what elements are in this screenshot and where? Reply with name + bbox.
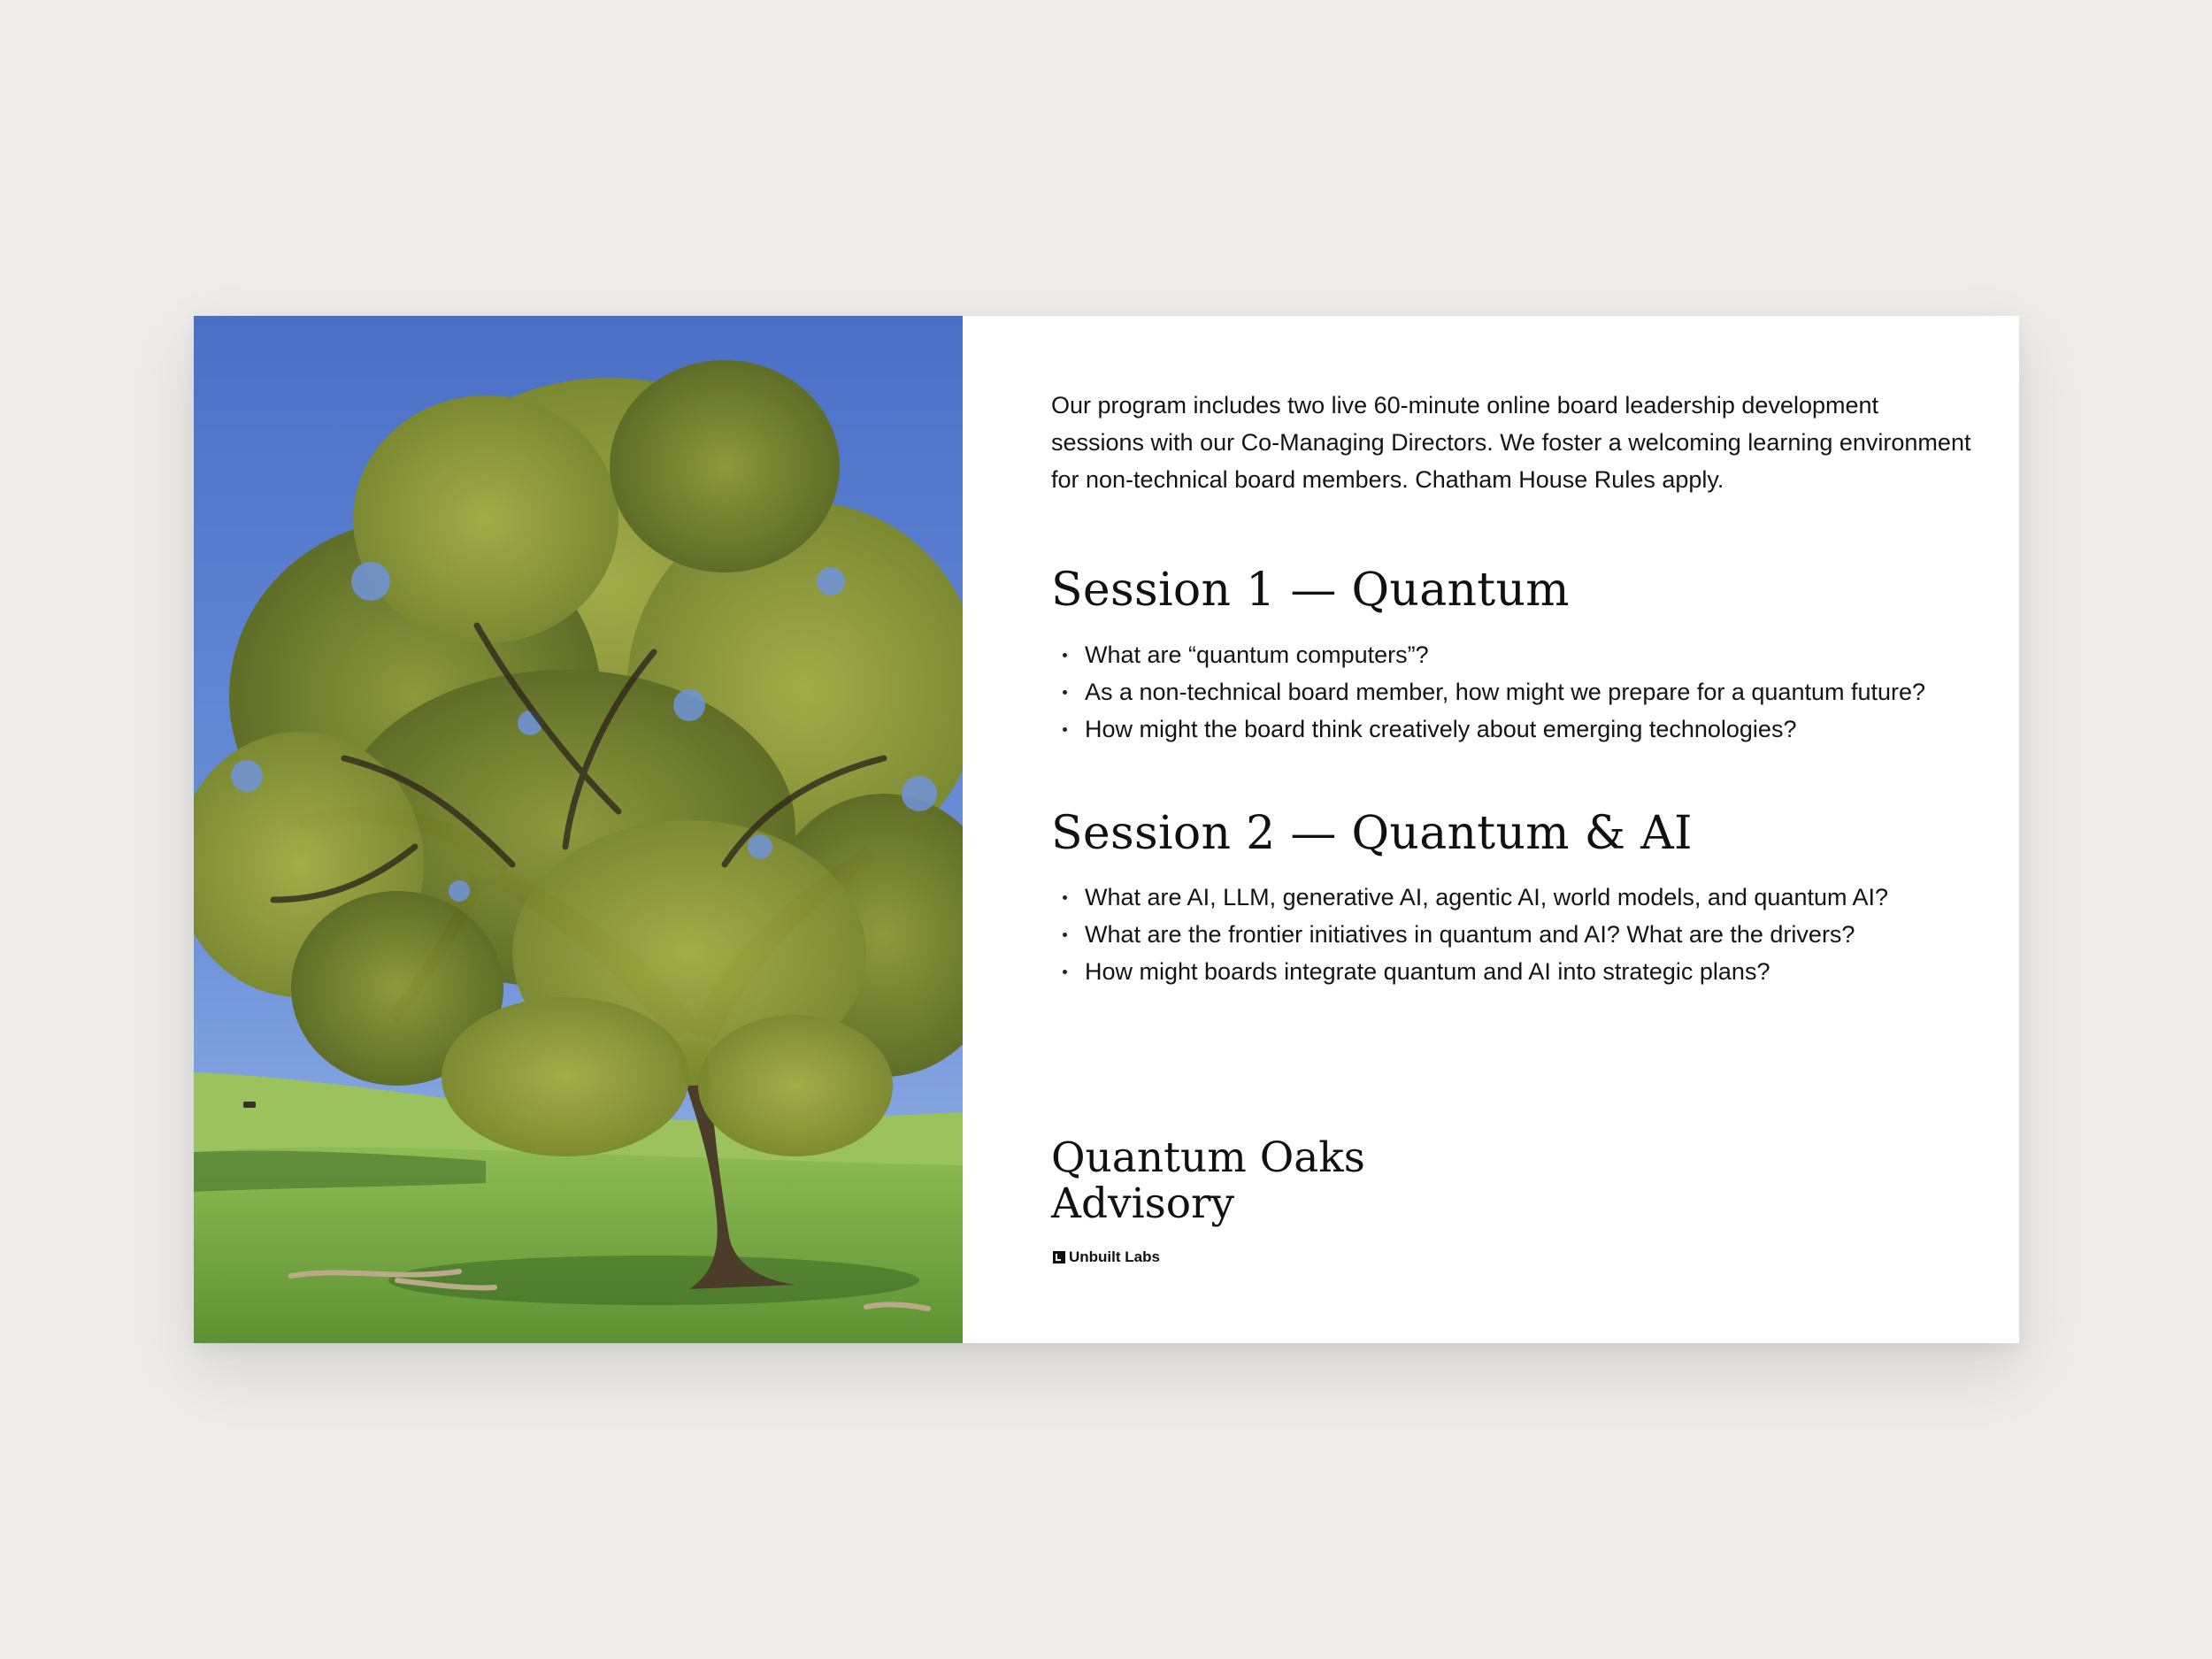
- list-item: As a non-technical board member, how might we prepare for a quantum future?: [1051, 673, 1925, 710]
- unbuilt-labs-mark-icon: [1053, 1251, 1065, 1263]
- session-1-questions: [1051, 636, 1925, 748]
- unbuilt-labs-label: Unbuilt Labs: [1069, 1248, 1160, 1265]
- unbuilt-labs-logo: [1053, 1248, 1160, 1266]
- content-panel: [1051, 316, 1989, 1343]
- session-1-title: Session 1 — Quantum: [1051, 564, 1570, 617]
- session-2-questions: [1051, 879, 1888, 990]
- session-2-title: Session 2 — Quantum & AI: [1051, 807, 1693, 860]
- list-item: What are “quantum computers”?: [1051, 636, 1925, 673]
- list-item: How might the board think creatively about emerging technologies?: [1051, 710, 1925, 748]
- brand-line-2: Advisory: [1051, 1179, 1235, 1228]
- brand-line-1: Quantum Oaks: [1051, 1133, 1365, 1182]
- list-item: How might boards integrate quantum and AI into strategic plans?: [1051, 953, 1888, 990]
- oak-tree-photo: [194, 316, 963, 1343]
- oak-tree-illustration: [194, 316, 963, 1343]
- program-intro: Our program includes two live 60-minute online board leadership development sessions with our Co-Managing Directors. We foster a welcoming learning environment for non-technical board members. Chatham House Rules apply.: [1051, 392, 1971, 493]
- slide: [194, 316, 2019, 1343]
- brand-name: [1051, 1135, 1365, 1227]
- list-item: What are the frontier initiatives in quantum and AI? What are the drivers?: [1051, 916, 1888, 953]
- list-item: What are AI, LLM, generative AI, agentic AI, world models, and quantum AI?: [1051, 879, 1888, 916]
